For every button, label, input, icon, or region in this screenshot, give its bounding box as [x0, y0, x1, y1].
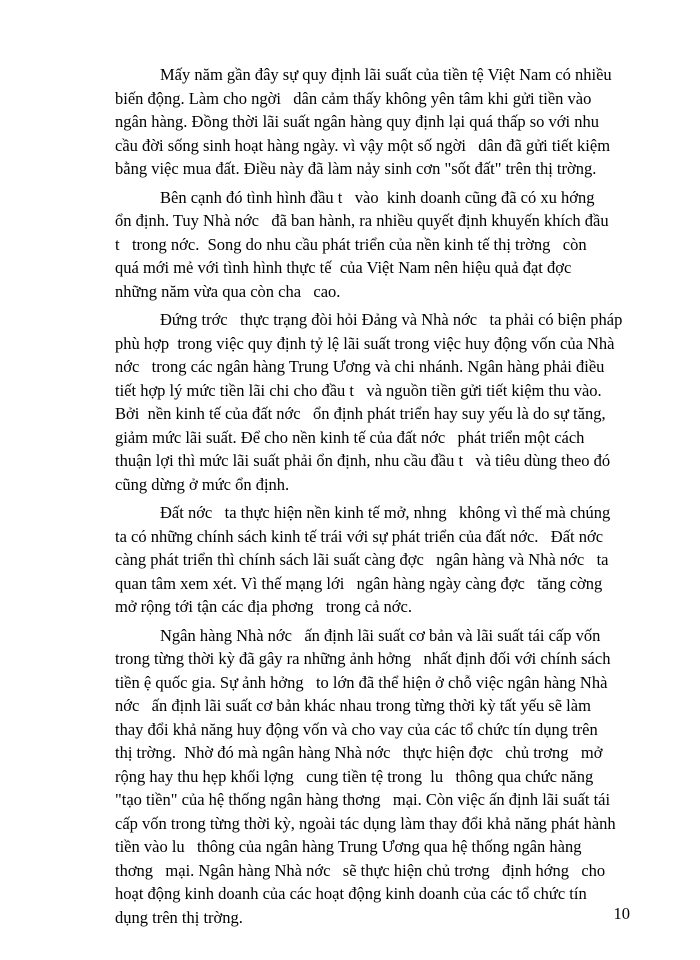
text-line: thay đổi khả năng huy động vốn và cho vay của các tổ chức tín dụng trên	[115, 719, 598, 739]
text-line: nớc trong các ngân hàng Trung Ương và chi nhánh. Ngân hàng phải điều	[115, 357, 605, 376]
text-line: rộng hay thu hẹp khối lợng cung tiền tệ trong lu thông qua chức năng	[115, 766, 594, 786]
paragraph	[115, 63, 620, 181]
text-line: Đất nớc ta thực hiện nền kinh tế mở, nhng không vì thế mà chúng	[160, 503, 611, 522]
paragraph	[115, 501, 620, 619]
page-number: 10	[613, 904, 630, 923]
text-line: hoạt động kinh doanh của các hoạt động kinh doanh của các tổ chức tín	[115, 884, 587, 903]
text-line: ngân hàng. Đồng thời lãi suất ngân hàng quy định lại quá thấp so với nhu	[115, 112, 599, 131]
text-line: thị trờng. Nhờ đó mà ngân hàng Nhà nớc thực hiện đợc chủ trơng mở	[115, 743, 603, 762]
text-line: tiền vào lu thông của ngân hàng Trung Ương qua hệ thống ngân hàng	[115, 837, 582, 856]
paragraph	[115, 186, 620, 304]
text-line: Bên cạnh đó tình hình đầu t vào kinh doanh cũng đã có xu hớng	[160, 187, 595, 207]
text-line: cấp vốn trong từng thời kỳ, ngoài tác dụng làm thay đổi khả năng phát hành	[115, 813, 616, 833]
text-line: quá mới mẻ với tình hình thực tế của Việt Nam nên hiệu quả đạt đợc	[115, 258, 572, 277]
text-line: Mấy năm gần đây sự quy định lãi suất của tiền tệ Việt Nam có nhiều	[160, 65, 612, 84]
text-line: thơng mại. Ngân hàng Nhà nớc sẽ thực hiện chủ trơng định hớng cho	[115, 860, 606, 880]
text-line: Ngân hàng Nhà nớc ấn định lãi suất cơ bản và lãi suất tái cấp vốn	[160, 625, 601, 645]
text-line: phù hợp trong việc quy định tỷ lệ lãi suất trong việc huy động vốn của Nhà	[115, 333, 615, 353]
text-line: tiết hợp lý mức tiền lãi chi cho đầu t và nguồn tiền gửi tiết kiệm thu vào.	[115, 380, 602, 400]
text-line: những năm vừa qua còn cha cao.	[115, 281, 341, 301]
text-line: nớc ấn định lãi suất cơ bản khác nhau trong từng thời kỳ tất yếu sẽ làm	[115, 696, 591, 715]
text-line: quan tâm xem xét. Vì thế mạng lới ngân hàng ngày càng đợc tăng cờng	[115, 573, 603, 593]
text-line: trong từng thời kỳ đã gây ra những ảnh hởng nhất định đối với chính sách	[115, 649, 611, 668]
text-line: giảm mức lãi suất. Để cho nền kinh tế của đất nớc phát triển một cách	[115, 427, 585, 447]
text-line: Bởi nền kinh tế của đất nớc ổn định phát triển hay suy yếu là do sự tăng,	[115, 404, 606, 423]
text-line: "tạo tiền" của hệ thống ngân hàng thơng mại. Còn việc ấn định lãi suất tái	[115, 790, 611, 809]
text-line: thuận lợi thì mức lãi suất phải ổn định, nhu cầu đầu t và tiêu dùng theo đó	[115, 451, 611, 470]
text-line: cũng dừng ở mức ổn định.	[115, 474, 290, 494]
text-line: t trong nớc. Song do nhu cầu phát triển của nền kinh tế thị trờng còn	[115, 234, 587, 254]
text-line: dụng trên thị trờng.	[115, 907, 243, 927]
text-line: tiền ệ quốc gia. Sự ảnh hởng to lớn đã thể hiện ở chỗ việc ngân hàng Nhà	[115, 672, 608, 692]
text-line: Đứng trớc thực trạng đòi hỏi Đảng và Nhà nớc ta phải có biện pháp	[160, 310, 623, 329]
paragraph	[115, 624, 620, 930]
text-line: mở rộng tới tận các địa phơng trong cả nớc.	[115, 597, 412, 616]
paragraph	[115, 308, 623, 496]
text-line: ta có những chính sách kinh tế trái với sự phát triển của đất nớc. Đất nớc	[115, 526, 604, 546]
text-line: ổn định. Tuy Nhà nớc đã ban hành, ra nhiều quyết định khuyến khích đầu	[115, 211, 609, 230]
text-line: bằng việc mua đất. Điều này đã làm nảy sinh cơn "sốt đất" trên thị trờng.	[115, 159, 597, 178]
text-line: biến động. Làm cho ngời dân cảm thấy không yên tâm khi gửi tiền vào	[115, 88, 592, 108]
text-line: càng phát triển thì chính sách lãi suất càng đợc ngân hàng và Nhà nớc ta	[115, 550, 609, 569]
text-line: cầu đời sống sinh hoạt hàng ngày. vì vậy một số ngời dân đã gửi tiết kiệm	[115, 135, 611, 155]
